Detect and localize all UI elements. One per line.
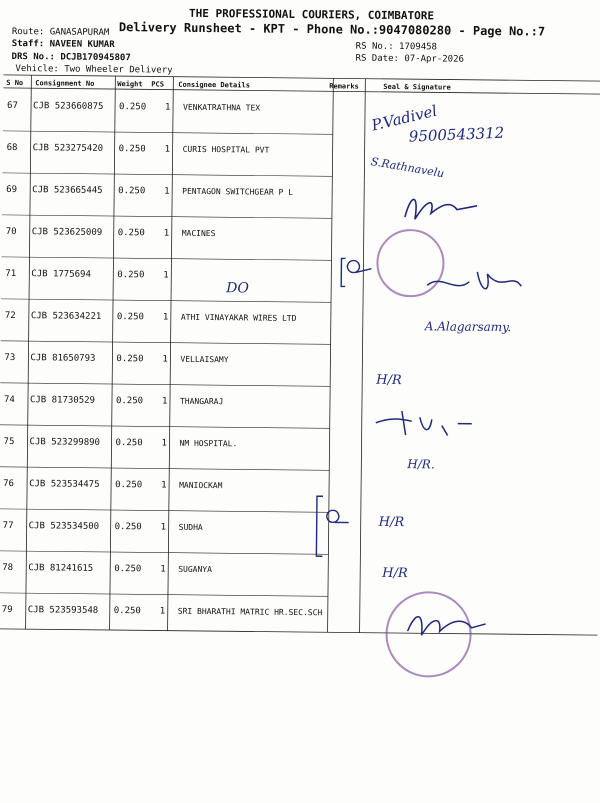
row-consignment: CJB 523634221 [30, 311, 102, 322]
row-pcs: 1 [161, 438, 168, 449]
row-consignee: NM HOSPITAL. [179, 438, 238, 449]
signature-handwriting: A.Alagarsamy. [424, 319, 512, 335]
row-consignment: CJB 523593548 [27, 605, 99, 616]
row-consignee: MANIOCKAM [179, 480, 223, 491]
row-sno: 78 [2, 562, 14, 574]
row-consignee: PENTAGON SWITCHGEAR P L [182, 186, 294, 197]
row-pcs: 1 [159, 606, 166, 617]
row-weight: 0.250 [114, 564, 142, 575]
signature-handwriting: H/R [382, 565, 408, 582]
row-sno: 68 [6, 142, 18, 154]
row-consignee: CURIS HOSPITAL PVT [182, 144, 270, 155]
row-weight: 0.250 [114, 522, 142, 533]
col-header-seal-signature: Seal & Signature [383, 82, 451, 92]
row-weight: 0.250 [119, 102, 147, 113]
row-sno: 76 [3, 478, 15, 490]
vehicle-label: Vehicle: Two Wheeler Delivery [15, 64, 173, 76]
row-weight: 0.250 [113, 606, 141, 617]
row-pcs: 1 [164, 144, 171, 155]
signature-handwriting: S.Rathnavelu [369, 155, 446, 181]
table-row [1, 215, 600, 263]
row-weight: 0.250 [115, 480, 143, 491]
row-weight: 0.250 [115, 438, 143, 449]
signature-handwriting: P.Vadivel [369, 101, 439, 135]
table-row [0, 551, 598, 599]
runsheet-subtitle: Delivery Runsheet - KPT - Phone No.:9047080280 - Page No.:7 [118, 20, 546, 39]
row-weight: 0.250 [117, 270, 145, 281]
table-row [0, 467, 599, 515]
table-row [0, 509, 599, 557]
staff-label: Staff: NAVEEN KUMAR [11, 38, 115, 51]
row-weight: 0.250 [116, 354, 144, 365]
row-consignment: CJB 1775694 [31, 269, 91, 280]
row-consignment: CJB 523660875 [33, 101, 104, 112]
row-sno: 67 [7, 100, 18, 112]
row-pcs: 1 [165, 102, 171, 113]
company-title: THE PROFESSIONAL COURIERS, COIMBATORE [188, 6, 435, 23]
row-consignment: CJB 523534475 [29, 479, 100, 490]
row-sno: 71 [5, 268, 17, 280]
row-sno: 77 [2, 520, 14, 532]
row-sno: 69 [6, 184, 18, 196]
signature-handwriting: H/R [376, 372, 402, 389]
route-label: Route: GANASAPURAM [11, 26, 110, 38]
col-header-remarks: Remarks [329, 82, 359, 91]
signature-scribble [372, 405, 482, 446]
col-header-weight: Weight [117, 80, 143, 89]
row-weight: 0.250 [116, 312, 145, 323]
row-consignment: CJB 523299890 [29, 437, 101, 448]
row-consignee: THANGARAJ [179, 396, 224, 407]
row-consignment: CJB 81730529 [29, 395, 96, 406]
rs-number: RS No.: 1709458 [355, 41, 438, 53]
signature-handwriting: H/R. [407, 457, 435, 472]
row-consignee: SUDHA [178, 522, 203, 532]
remark-handwriting: DO [226, 280, 249, 297]
col-header-consignment: Consignment No [35, 79, 95, 88]
row-consignment: CJB 81650793 [30, 353, 96, 364]
row-consignment: CJB 523275420 [32, 143, 104, 154]
row-weight: 0.250 [118, 144, 146, 155]
row-sno: 75 [3, 436, 15, 448]
col-header-sno: S No [6, 78, 24, 88]
row-pcs: 1 [162, 312, 169, 323]
row-consignment: CJB 523534500 [28, 521, 100, 532]
table-row [2, 173, 600, 221]
row-weight: 0.250 [117, 228, 145, 239]
row-consignee: VENKATRATHNA TEX [183, 102, 261, 113]
row-consignee: MACINES [181, 228, 216, 239]
row-sno: 70 [5, 226, 17, 238]
bracket-mark [312, 492, 353, 562]
row-consignee: SRI BHARATHI MATRIC HR.SEC.SCH [177, 606, 323, 618]
row-pcs: 1 [160, 522, 167, 533]
row-sno: 79 [1, 604, 13, 616]
row-pcs: 1 [161, 396, 168, 407]
row-pcs: 1 [160, 564, 166, 575]
row-weight: 0.250 [118, 186, 146, 197]
signature-scribble [401, 605, 491, 646]
rs-date: RS Date: 07-Apr-2026 [355, 53, 464, 65]
signature-scribble [397, 189, 487, 230]
row-weight: 0.250 [115, 396, 144, 407]
row-consignee: SUGANYA [178, 564, 212, 575]
row-consignment: CJB 81241615 [28, 563, 94, 574]
signature-handwriting: H/R [378, 514, 405, 531]
row-sno: 73 [4, 352, 16, 364]
bracket-mark [337, 252, 377, 292]
col-header-consignee: Consignee Details [178, 80, 250, 90]
row-consignment: CJB 523665445 [32, 185, 103, 196]
row-pcs: 1 [162, 354, 168, 365]
row-consignee: VELLAISAMY [180, 354, 229, 365]
table-row [0, 425, 600, 473]
signature-scribble [421, 263, 541, 304]
table-row [3, 89, 600, 137]
phone-handwriting: 9500543312 [408, 123, 505, 146]
row-sno: 72 [4, 310, 16, 322]
row-consignee: ATHI VINAYAKAR WIRES LTD [180, 312, 297, 323]
drs-label: DRS No.: DCJB170945807 [11, 51, 131, 64]
table-row [0, 383, 600, 431]
row-pcs: 1 [163, 270, 169, 281]
row-pcs: 1 [164, 186, 170, 197]
table-row [0, 593, 598, 641]
row-pcs: 1 [161, 480, 167, 491]
row-pcs: 1 [163, 228, 170, 239]
table-row [0, 341, 600, 389]
row-consignment: CJB 523625009 [31, 227, 103, 238]
col-header-pcs: PCS [151, 80, 164, 89]
table-row [2, 131, 600, 179]
row-sno: 74 [3, 394, 15, 406]
